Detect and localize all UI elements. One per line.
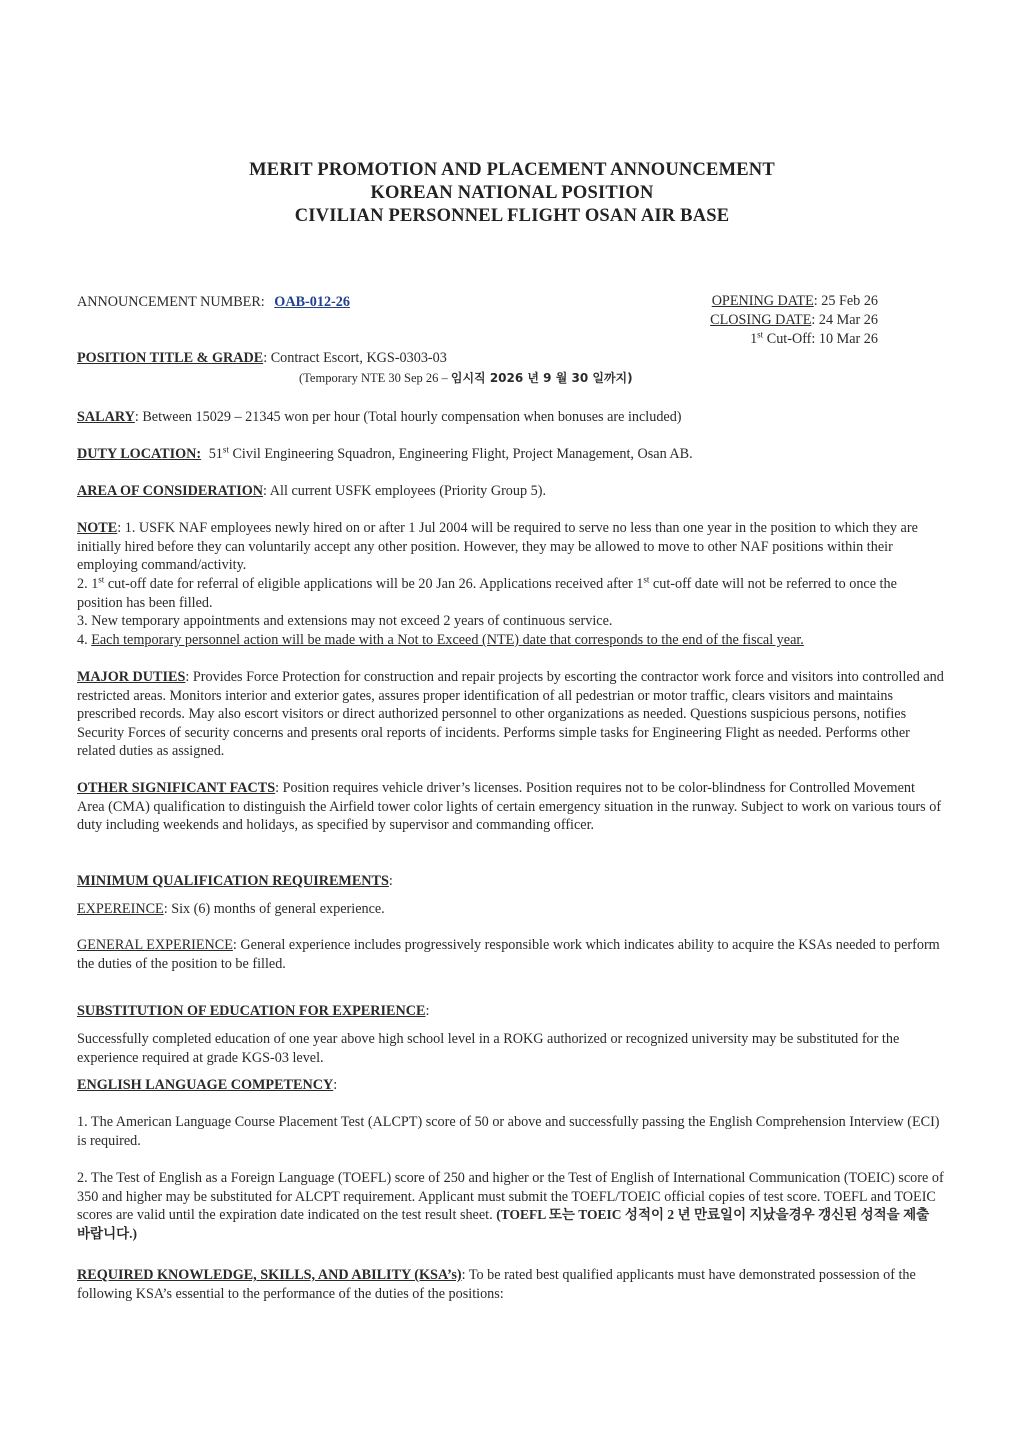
experience-value: Six (6) months of general experience. — [171, 901, 385, 917]
cutoff-num: 1 — [750, 331, 758, 347]
opening-date-value: 25 Feb 26 — [821, 293, 878, 309]
position-temporary-note — [299, 369, 633, 388]
english-item-1: 1. The American Language Course Placement Test (ALCPT) score of 50 or above and successfully passing the English Comprehension Interview (ECI) is required. — [77, 1114, 940, 1149]
note-item-2-sup2: st — [643, 574, 650, 585]
english-item-2-kr: (TOEFL 또는 TOEIC 성적이 2 년 만료일이 지났을경우 갱신된 성적을 제출 바랍니다.) — [77, 1207, 930, 1241]
salary-value: Between 15029 – 21345 won per hour (Total hourly compensation when bonuses are included) — [142, 409, 682, 425]
duty-location-num: 51 — [208, 446, 223, 462]
experience-label: EXPEREINCE — [77, 901, 164, 917]
english-heading: ENGLISH LANGUAGE COMPETENCY: — [77, 1077, 338, 1093]
note-item-2-mid: cut-off date for referral of eligible applications will be 20 Jan 26. Applications received after 1 — [104, 576, 644, 592]
cutoff-label: Cut-Off: — [763, 331, 816, 347]
temporary-en: (Temporary NTE 30 Sep 26 – — [299, 371, 451, 385]
english-item-2-text: 2. The Test of English as a Foreign Language (TOEFL) score of 250 and higher or the Test of English of International Communication (TOEIC) score of 350 and higher may be substituted for ALCPT requirement. Applicant must submit the TOEFL/TOEIC official copies of test score. TOEFL and TOEIC scores are valid until the expiration date indicated on the test result sheet. — [77, 1170, 944, 1224]
temporary-kr: 임시직 2026 년 9 월 30 일까지) — [450, 371, 633, 385]
area-row: AREA OF CONSIDERATION: All current USFK employees (Priority Group 5). — [77, 483, 546, 499]
opening-date-row: OPENING DATE: 25 Feb 26 — [711, 293, 878, 309]
position-title-row: POSITION TITLE & GRADE: Contract Escort, KGS-0303-03 — [77, 350, 447, 366]
duty-location-sup: st — [222, 444, 229, 455]
cutoff-sup: st — [757, 329, 764, 340]
header-line-1: MERIT PROMOTION AND PLACEMENT ANNOUNCEMENT — [249, 160, 775, 180]
note-item-3: 3. New temporary appointments and extensions may not exceed 2 years of continuous service. — [77, 613, 613, 629]
general-experience-label: GENERAL EXPERIENCE — [77, 937, 233, 953]
closing-date-row: CLOSING DATE: 24 Mar 26 — [710, 312, 878, 328]
major-duties-label: MAJOR DUTIES — [77, 669, 186, 685]
note-item-1-text: 1. USFK NAF employees newly hired on or after 1 Jul 2004 will be required to serve no less than one year in the position to which they are initially hired before they can voluntarily accept any other position. However, they may be allowed to move to other NAF positions within their employing command/activity. — [77, 520, 918, 574]
major-duties: MAJOR DUTIES: Provides Force Protection for construction and repair projects by escorting the contractor work force and visitors into controlled and restricted areas. Monitors interior and exterior gates, assures proper identification of all pedestrian or motor traffic, clears visitors and maintains prescribed records. May also escort visitors or direct authorized personnel to other organizations as needed. Questions suspicious persons, notifies Security Forces of security concerns and presents oral reports of incidents. Performs simple tasks for Engineering Flight as needed. Performs other related duties as assigned. — [77, 669, 944, 760]
announcement-number-value: OAB-012-26 — [274, 294, 350, 310]
area-value: All current USFK employees (Priority Group 5). — [269, 483, 546, 499]
cutoff-value: 10 Mar 26 — [818, 331, 878, 347]
min-qual-heading: MINIMUM QUALIFICATION REQUIREMENTS: — [77, 873, 393, 889]
note-item-2 — [77, 575, 945, 612]
other-facts-label: OTHER SIGNIFICANT FACTS — [77, 780, 276, 796]
note-item-2-pre: 2. 1 — [77, 576, 99, 592]
announcement-number-row — [77, 293, 350, 312]
note-item-4-num: 4. — [77, 632, 92, 648]
english-item-2 — [77, 1169, 945, 1243]
closing-date-value: 24 Mar 26 — [818, 312, 878, 328]
note-item-1: NOTE: 1. USFK NAF employees newly hired on or after 1 Jul 2004 will be required to serve no less than one year in the position to which they are initially hired before they can voluntarily accept any other position. However, they may be allowed to move to other NAF positions within their employing command/activity. — [77, 520, 918, 574]
min-qual-label: MINIMUM QUALIFICATION REQUIREMENTS — [77, 873, 389, 889]
header-line-2: KOREAN NATIONAL POSITION — [370, 183, 654, 203]
duty-location-row — [77, 445, 693, 464]
header-line-3: CIVILIAN PERSONNEL FLIGHT OSAN AIR BASE — [294, 206, 730, 226]
note-item-2-post: cut-off date will not be referred to once the position has been filled. — [77, 576, 897, 611]
salary-row: SALARY: Between 15029 – 21345 won per hour (Total hourly compensation when bonuses are included) — [77, 409, 682, 425]
area-label: AREA OF CONSIDERATION — [77, 483, 264, 499]
note-item-4 — [77, 631, 945, 650]
closing-date-label: CLOSING DATE — [710, 312, 812, 328]
ksa-paragraph: REQUIRED KNOWLEDGE, SKILLS, AND ABILITY (KSA’s): To be rated best qualified applicants must have demonstrated possession of the following KSA’s essential to the performance of the duties of the positions: — [77, 1267, 916, 1302]
substitution-label: SUBSTITUTION OF EDUCATION FOR EXPERIENCE — [77, 1003, 426, 1019]
experience-row: EXPEREINCE: Six (6) months of general experience. — [77, 901, 385, 917]
general-experience: GENERAL EXPERIENCE: General experience includes progressively responsible work which indicates ability to acquire the KSAs needed to perform the duties of the position to be filled. — [77, 937, 940, 972]
duty-location-label: DUTY LOCATION: — [77, 446, 202, 462]
substitution-heading: SUBSTITUTION OF EDUCATION FOR EXPERIENCE: — [77, 1003, 430, 1019]
announcement-number-label: ANNOUNCEMENT NUMBER: — [77, 294, 265, 310]
cutoff-date-row — [750, 331, 878, 348]
duty-location-value: Civil Engineering Squadron, Engineering Flight, Project Management, Osan AB. — [228, 446, 693, 462]
other-facts: OTHER SIGNIFICANT FACTS: Position requires vehicle driver’s licenses. Position requires not to be color-blindness for Controlled Movement Area (CMA) qualification to distinguish the Airfield tower color lights of certain emergency situation in the runway. Subject to work on various tours of duty including weekends and holidays, as specified by supervisor and commanding officer. — [77, 780, 942, 834]
general-experience-text: General experience includes progressively responsible work which indicates ability to acquire the KSAs needed to perform the duties of the position to be filled. — [77, 937, 940, 972]
opening-date-label: OPENING DATE — [711, 293, 814, 309]
salary-label: SALARY — [77, 409, 135, 425]
ksa-label: REQUIRED KNOWLEDGE, SKILLS, AND ABILITY (KSA’s) — [77, 1267, 462, 1283]
position-title-value: Contract Escort, KGS-0303-03 — [270, 350, 447, 366]
ksa-text: To be rated best qualified applicants must have demonstrated possession of the following KSA’s essential to the performance of the duties of the positions: — [77, 1267, 916, 1302]
other-facts-text: Position requires vehicle driver’s licenses. Position requires not to be color-blindness for Controlled Movement Area (CMA) qualification to distinguish the Airfield tower color lights of certain emergency situation in the runway. Subject to work on various tours of duty including weekends and holidays, as specified by supervisor and commanding officer. — [77, 780, 942, 834]
note-item-4-text: Each temporary personnel action will be made with a Not to Exceed (NTE) date that corresponds to the end of the fiscal year. — [91, 632, 804, 648]
major-duties-text: Provides Force Protection for construction and repair projects by escorting the contractor work force and visitors into controlled and restricted areas. Monitors interior and exterior gates, assures proper identification of all pedestrian or motor traffic, clears visitors and maintains prescribed records. May also escort visitors or direct authorized personnel to other organizations as needed. Questions suspicious persons, notifies Security Forces of security concerns and presents oral reports of incidents. Performs simple tasks for Engineering Flight as needed. Performs other related duties as assigned. — [77, 669, 944, 760]
position-title-label: POSITION TITLE & GRADE — [77, 350, 264, 366]
note-item-2-sup1: st — [98, 574, 105, 585]
substitution-text: Successfully completed education of one year above high school level in a ROKG authorized or recognized university may be substituted for the experience required at grade KGS-03 level. — [77, 1031, 900, 1066]
note-label: NOTE — [77, 520, 118, 536]
english-label: ENGLISH LANGUAGE COMPETENCY — [77, 1077, 334, 1093]
